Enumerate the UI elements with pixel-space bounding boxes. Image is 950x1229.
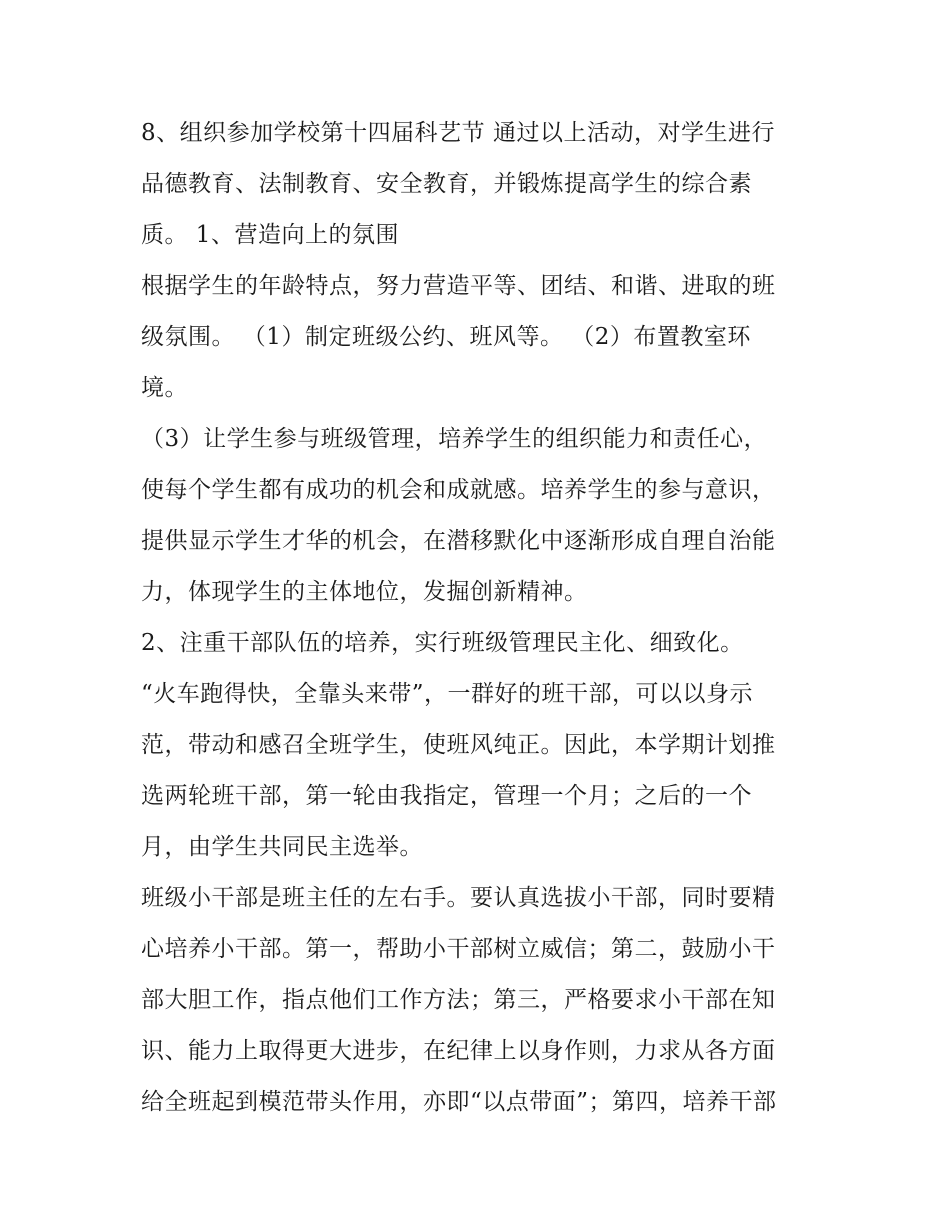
- text-line: 识、能力上取得更大进步，在纪律上以身作则，力求从各方面: [141, 1038, 776, 1064]
- text-line: 质。 1、营造向上的氛围: [141, 222, 399, 248]
- text-line: 心培养小干部。第一，帮助小干部树立威信；第二，鼓励小干: [141, 936, 776, 962]
- text-line: 级氛围。 （1）制定班级公约、班风等。 （2）布置教室环: [141, 324, 751, 350]
- text-line: 品德教育、法制教育、安全教育，并锻炼提高学生的综合素: [141, 171, 752, 197]
- text-line: 范，带动和感召全班学生，使班风纯正。因此，本学期计划推: [141, 732, 776, 758]
- text-line: 根据学生的年龄特点，努力营造平等、团结、和谐、进取的班: [141, 273, 776, 299]
- text-line: 境。: [141, 375, 188, 401]
- text-line: 8、组织参加学校第十四届科艺节 通过以上活动，对学生进行: [141, 120, 775, 146]
- text-line: 提供显示学生才华的机会，在潜移默化中逐渐形成自理自治能: [141, 528, 776, 554]
- text-line: 2、注重干部队伍的培养，实行班级管理民主化、细致化。: [141, 630, 744, 656]
- text-line: 给全班起到模范带头作用，亦即“以点带面”；第四，培养干部: [141, 1089, 777, 1115]
- text-line: 力，体现学生的主体地位，发掘创新精神。: [141, 579, 588, 605]
- text-line: 月，由学生共同民主选举。: [141, 834, 423, 860]
- text-line: 使每个学生都有成功的机会和成就感。培养学生的参与意识，: [141, 477, 776, 503]
- text-line: 班级小干部是班主任的左右手。要认真选拔小干部，同时要精: [141, 885, 776, 911]
- text-line: （3）让学生参与班级管理，培养学生的组织能力和责任心，: [141, 426, 768, 452]
- text-line: 部大胆工作，指点他们工作方法；第三，严格要求小干部在知: [141, 987, 776, 1013]
- text-line: “火车跑得快，全靠头来带”，一群好的班干部，可以以身示: [141, 681, 754, 707]
- body-text: [141, 108, 821, 1128]
- text-line: 选两轮班干部，第一轮由我指定，管理一个月；之后的一个: [141, 783, 752, 809]
